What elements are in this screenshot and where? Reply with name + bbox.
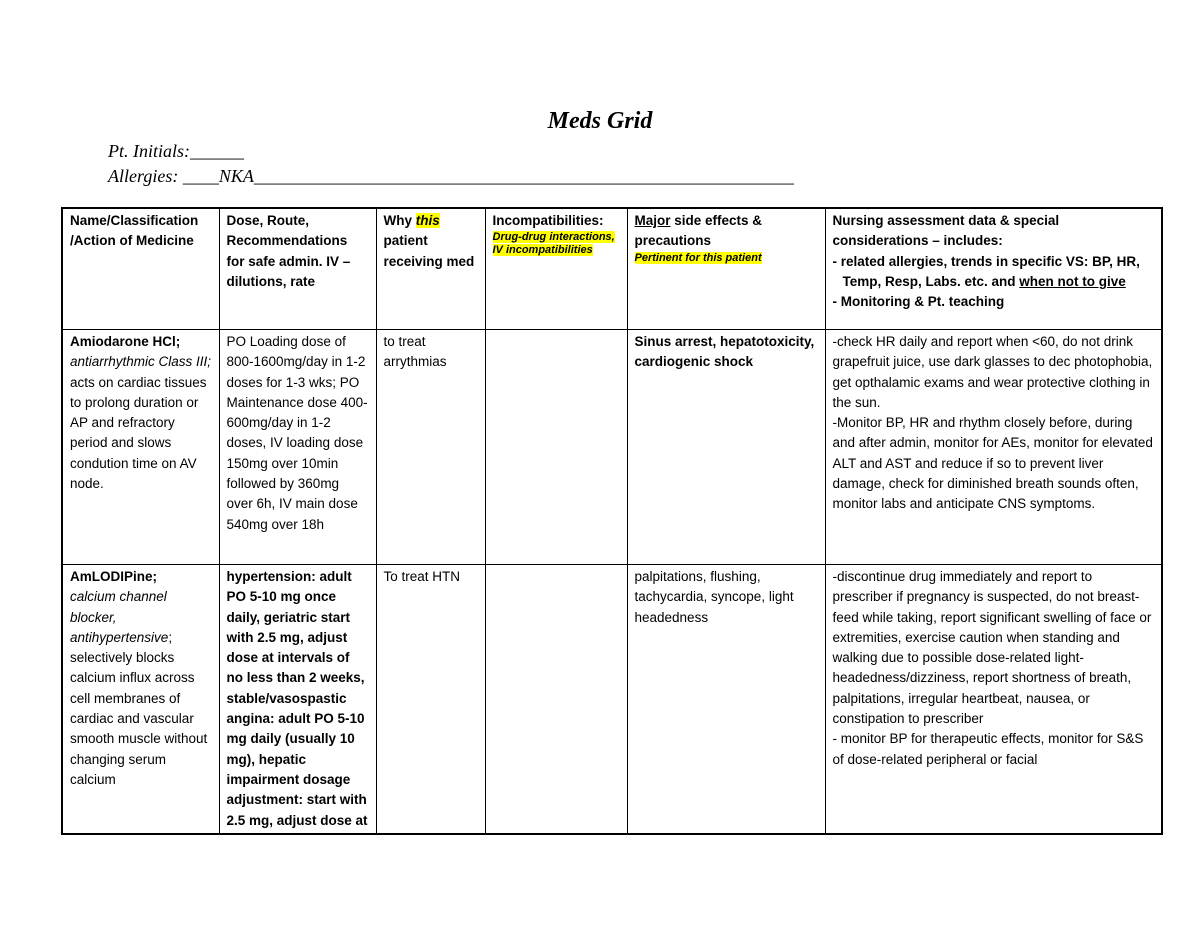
col-header-side-effects: Major side effects & precautions Pertinent for this patient [627, 208, 825, 330]
nursing-cell: -check HR daily and report when <60, do not drink grapefruit juice, use dark glasses to dec photophobia, get opthalamic exams and wear protective clothing in the sun. -Monitor BP, HR and rhythm closely before, during and after admin, monitor for AEs, monitor for elevated ALT and AST and reduce if so to prevent liver damage, check for diminished breath sounds often, monitor labs and anticipate CNS symptoms. [825, 330, 1162, 565]
dose-cell: hypertension: adult PO 5-10 mg once daily, geriatric start with 2.5 mg, adjust dose at intervals of no less than 2 weeks, stable/vasospastic angina: adult PO 5-10 mg daily (usually 10 mg), hepatic impairment dosage adjustment: start with 2.5 mg, adjust dose at [219, 565, 376, 834]
header-row [62, 208, 1162, 330]
col-header-nursing: Nursing assessment data & special considerations – includes: - related allergies, trends in specific VS: BP, HR, Temp, Resp, Labs. etc. and when not to give - Monitoring & Pt. teaching [825, 208, 1162, 330]
col-header-incompatibilities: Incompatibilities: Drug-drug interactions, IV incompatibilities [485, 208, 627, 330]
side-effects-cell: Sinus arrest, hepatotoxicity, cardiogenic shock [627, 330, 825, 565]
col-header-name: Name/Classification /Action of Medicine [62, 208, 219, 330]
incompat-cell [485, 565, 627, 834]
table-row [62, 330, 1162, 565]
med-name-cell: AmLODIPine; calcium channel blocker, antihypertensive; selectively blocks calcium influx across cell membranes of cardiac and vascular smooth muscle without changing serum calcium [62, 565, 219, 834]
incompat-note: Drug-drug interactions, IV incompatibilities [492, 231, 615, 257]
col-header-dose: Dose, Route, Recommendations for safe admin. IV – dilutions, rate [219, 208, 376, 330]
side-effects-note: Pertinent for this patient [634, 251, 762, 264]
nursing-cell: -discontinue drug immediately and report to prescriber if pregnancy is suspected, do not breast-feed while taking, report significant swelling of face or extremities, exercise caution when standing and walking due to possible dose-related light-headedness/dizziness, report shortness of breath, palpitations, irregular heartbeat, nausea, or constipation to prescriber - monitor BP for therapeutic effects, monitor for S&S of dose-related peripheral or facial [825, 565, 1162, 834]
document-title: Meds Grid [547, 108, 653, 134]
side-effects-cell: palpitations, flushing, tachycardia, syncope, light headedness [627, 565, 825, 834]
table-row [62, 565, 1162, 834]
incompat-cell [485, 330, 627, 565]
med-name-cell: Amiodarone HCl; antiarrhythmic Class III; acts on cardiac tissues to prolong duration or AP and refractory period and slows condution time on AV node. [62, 330, 219, 565]
meds-grid-table [61, 207, 1163, 835]
why-cell: to treat arrythmias [376, 330, 485, 565]
col-header-why: Why this patient receiving med [376, 208, 485, 330]
patient-initials-line: Pt. Initials:______ [108, 141, 244, 161]
dose-cell: PO Loading dose of 800-1600mg/day in 1-2 doses for 1-3 wks; PO Maintenance dose 400-600mg/day in 1-2 doses, IV loading dose 150mg over 10min followed by 360mg over 6h, IV main dose 540mg over 18h [219, 330, 376, 565]
allergies-line: Allergies: ____NKA____________________________________________________________ [108, 166, 794, 186]
why-cell: To treat HTN [376, 565, 485, 834]
